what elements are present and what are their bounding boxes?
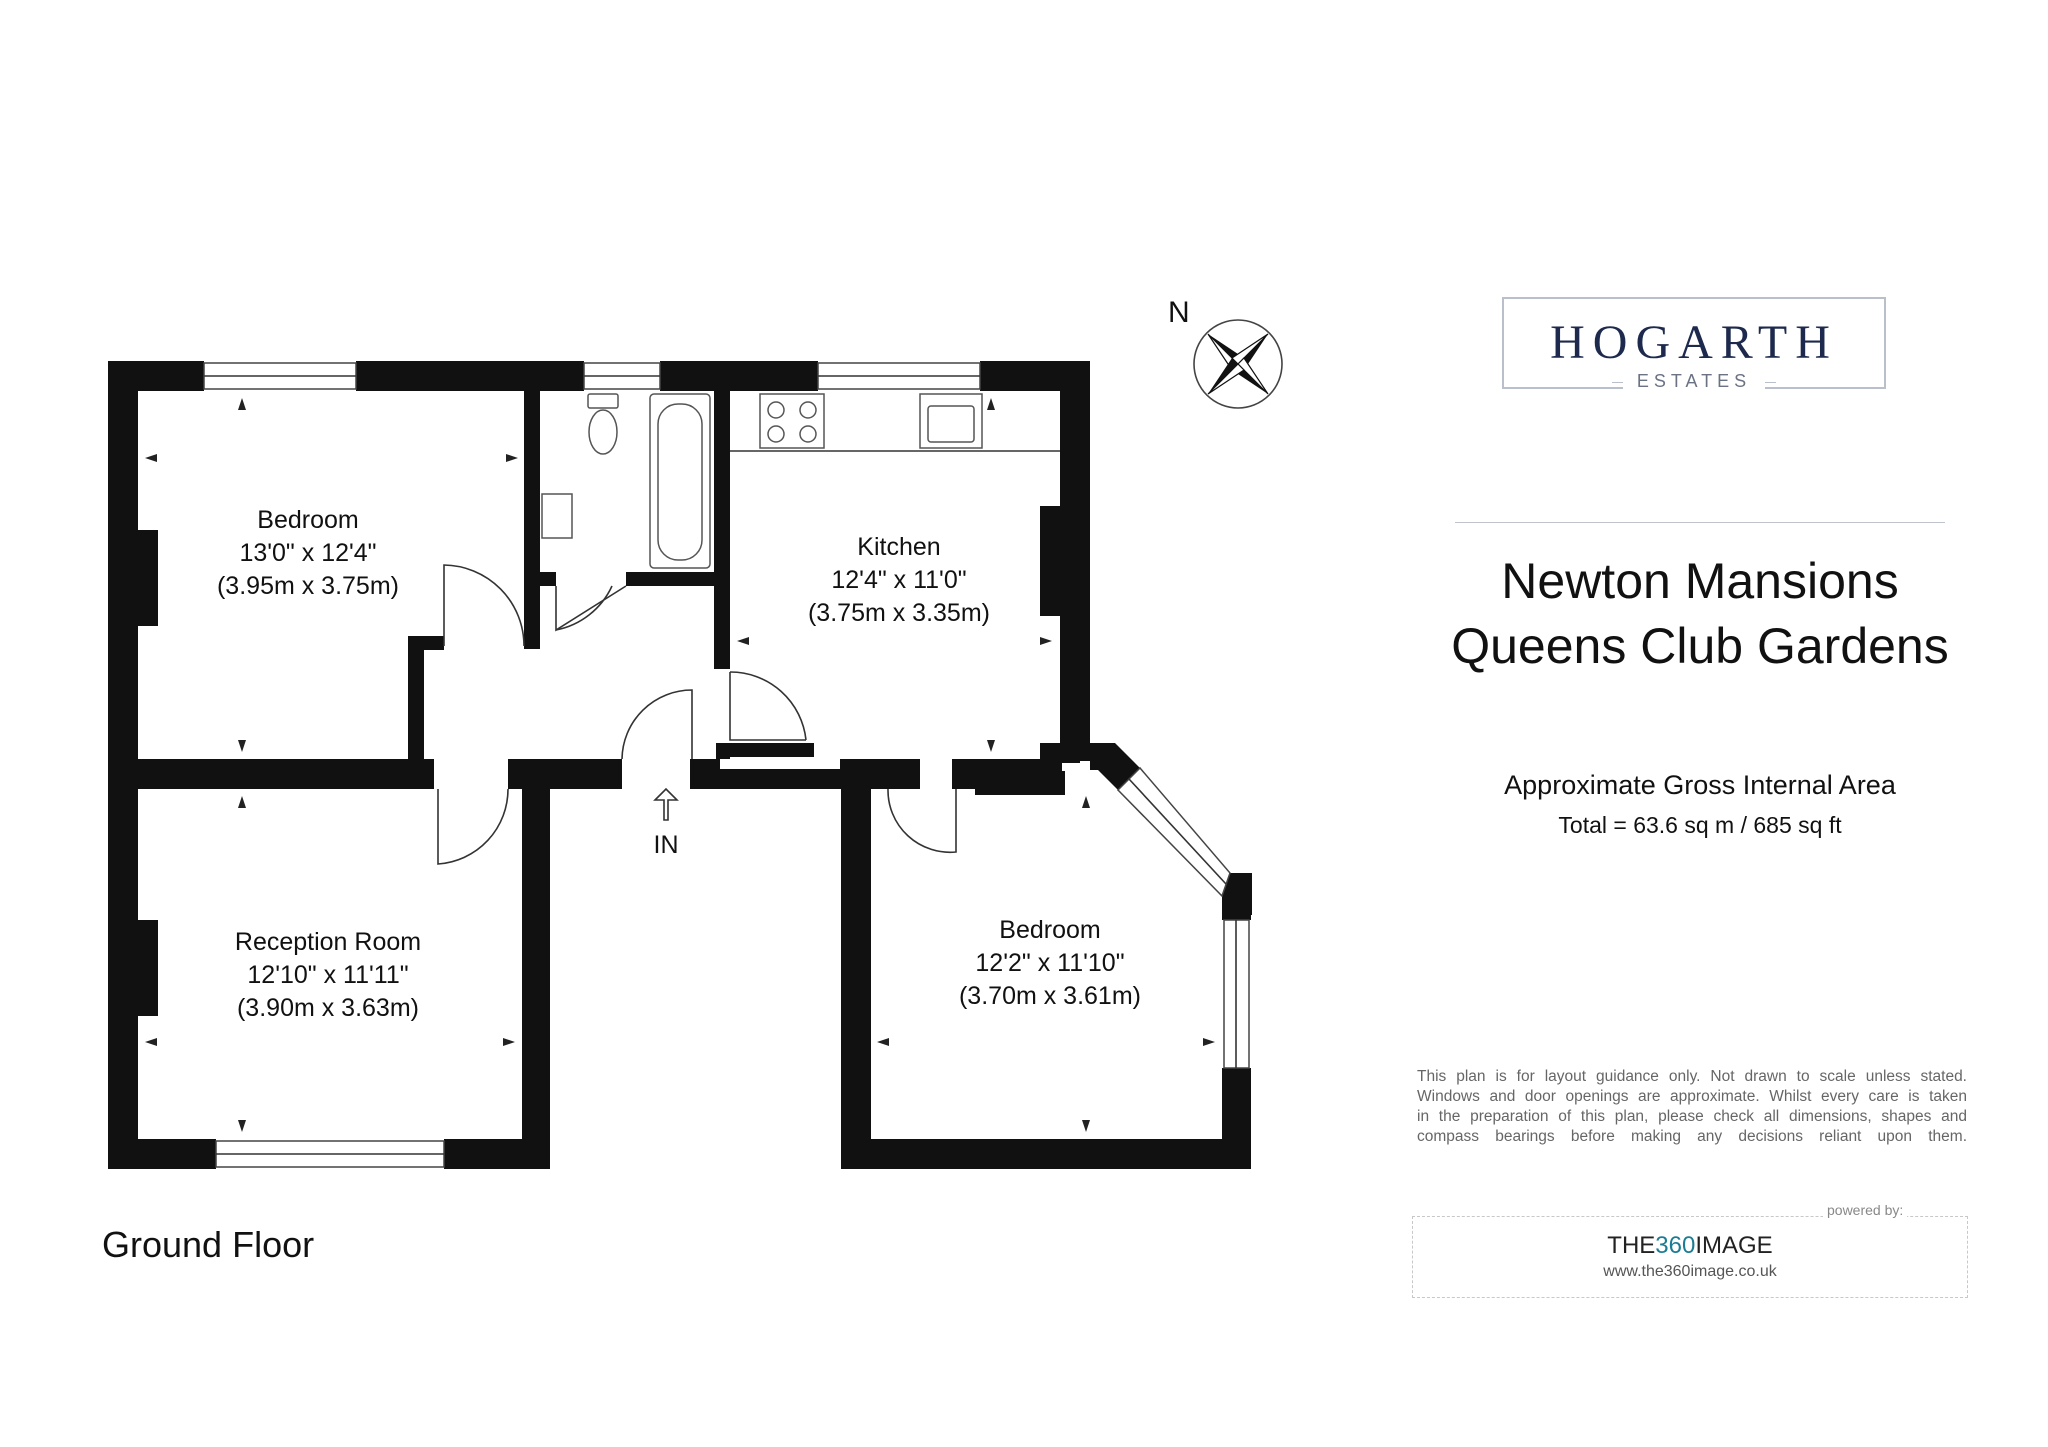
- entrance-label: IN: [653, 831, 679, 859]
- room-kitchen: [808, 533, 990, 627]
- area-label: Approximate Gross Internal Area: [1504, 770, 1896, 800]
- room-name: Reception Room: [234, 928, 422, 956]
- logo-name: HOGARTH: [1550, 316, 1838, 369]
- compass-icon: [1194, 320, 1282, 408]
- powered-by-label: powered by:: [1823, 1202, 1907, 1218]
- company-logo: [1502, 297, 1886, 389]
- brand-name: [1412, 1232, 1968, 1260]
- brand-accent: 360: [1655, 1232, 1696, 1259]
- room-dims: 12'10" x 11'11": [247, 961, 409, 989]
- room-bedroom-2: [959, 916, 1141, 1010]
- disclaimer-line: in the preparation of this plan, please check all dimensions, shapes and: [1417, 1108, 1967, 1125]
- room-name: Kitchen: [857, 533, 941, 561]
- room-metric: (3.70m x 3.61m): [958, 982, 1142, 1010]
- floor-label: Ground Floor: [102, 1224, 315, 1265]
- disclaimer-line: compass bearings before making any decisions reliant upon them.: [1417, 1128, 1967, 1145]
- disclaimer-line: Windows and door openings are approximate. Whilst every care is taken: [1417, 1088, 1967, 1105]
- room-name: Bedroom: [257, 506, 359, 534]
- room-metric: (3.90m x 3.63m): [236, 994, 420, 1022]
- disclaimer: [1417, 1067, 1967, 1147]
- room-metric: (3.75m x 3.35m): [807, 599, 991, 627]
- compass-north-label: N: [1168, 296, 1190, 329]
- room-dims: 12'2" x 11'10": [975, 949, 1125, 977]
- area-total: Total = 63.6 sq m / 685 sq ft: [1558, 812, 1842, 838]
- brand-prefix: THE: [1607, 1232, 1656, 1259]
- entrance-arrow-icon: [655, 789, 677, 820]
- room-name: Bedroom: [999, 916, 1101, 944]
- room-dims: 13'0" x 12'4": [239, 539, 377, 567]
- brand-suffix: IMAGE: [1695, 1232, 1773, 1259]
- room-metric: (3.95m x 3.75m): [216, 572, 400, 600]
- brand-url: www.the360image.co.uk: [1603, 1263, 1777, 1280]
- room-reception: [235, 928, 421, 1022]
- room-bedroom-1: [217, 506, 399, 600]
- property-name: Newton Mansions: [1501, 553, 1899, 609]
- disclaimer-line: This plan is for layout guidance only. Not drawn to scale unless stated.: [1417, 1068, 1967, 1085]
- divider: [1455, 522, 1945, 523]
- logo-subtitle: ESTATES: [1623, 371, 1765, 391]
- fixtures: [542, 394, 1060, 568]
- room-dims: 12'4" x 11'0": [831, 566, 967, 594]
- property-street: Queens Club Gardens: [1451, 618, 1949, 674]
